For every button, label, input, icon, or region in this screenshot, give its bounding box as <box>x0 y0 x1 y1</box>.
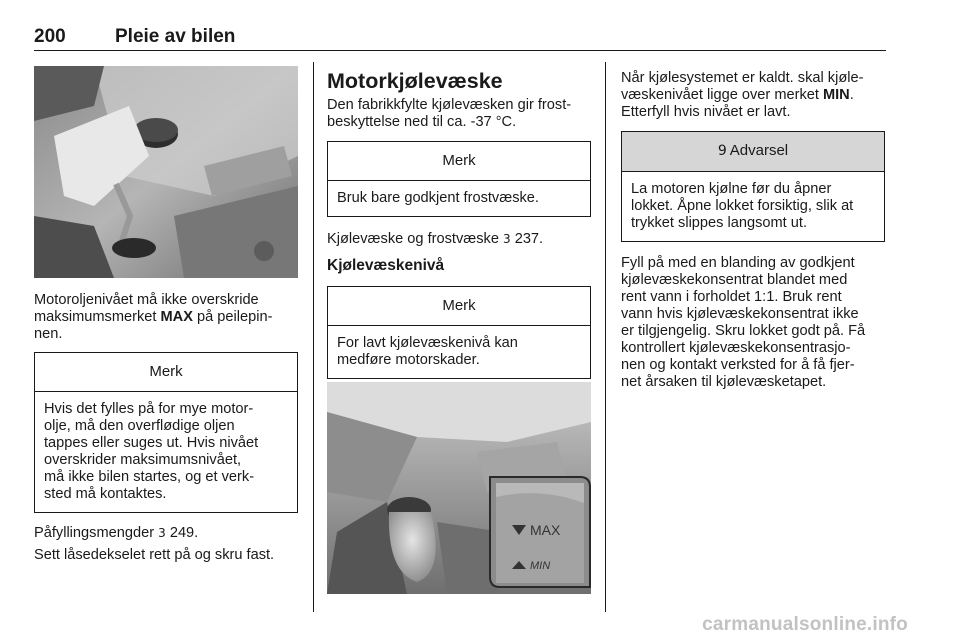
page-ref-icon: 3 <box>503 232 511 246</box>
dipstick-caption: Motoroljenivået må ikke overskride maksimumsmerket MAX på peilepin- nen. <box>34 292 273 342</box>
oil-refill-photo <box>34 66 298 278</box>
min-label: MIN <box>530 560 551 572</box>
page-ref-link[interactable]: 237. <box>514 231 544 247</box>
page-number: 200 <box>34 26 66 47</box>
page-header <box>34 26 886 51</box>
warning-triangle-icon: 9 <box>717 143 727 159</box>
watermark: carmanualsonline.info <box>702 614 908 635</box>
note-text: Hvis det fylles på for mye motor- olje, må den overflødige oljen tappes eller suges ut. Hvis nivået overskrider maksimumsnivået, må ikke bilen startes, og et verk- sted må kontaktes. <box>44 401 259 502</box>
coolant-level-intro: Når kjølesystemet er kaldt. skal kjøle- væskenivået ligge over merket MIN. Etterfyll hvis nivået er lavt. <box>621 70 864 120</box>
page-title: Pleie av bilen <box>115 26 236 47</box>
note-title: Merk <box>35 353 297 392</box>
column-1 <box>34 292 300 564</box>
max-mark: MAX <box>160 309 193 325</box>
refill-instructions: Fyll på med en blanding av godkjent kjølevæskekonsentrat blandet med rent vann i forholdet 1:1. Bruk rent vann hvis kjølevæskekonsentrat ikke er tilgjengelig. Skru lokket godt på. Få kontrollert kjølevæskekonsentrasjo- nen og kontakt verksted for å få fjer- net årsaken til kjølevæsketapet. <box>621 255 866 390</box>
section-heading: Motorkjølevæske <box>327 69 503 93</box>
page-ref-icon: 3 <box>158 526 166 540</box>
min-mark: MIN <box>822 87 850 103</box>
note-text: Bruk bare godkjent frostvæske. <box>337 190 539 206</box>
note-box-coolant-level <box>327 286 591 379</box>
coolant-intro: Den fabrikkfylte kjølevæsken gir frost- beskyttelse ned til ca. -37 °C. <box>327 97 572 130</box>
column-divider <box>605 62 606 612</box>
max-label: MAX <box>530 522 561 538</box>
coolant-reservoir-photo <box>327 382 591 594</box>
final-instruction: Sett låsedekselet rett på og skru fast. <box>34 547 275 563</box>
note-box-antifreeze <box>327 141 591 217</box>
note-text: For lavt kjølevæskenivå kan medføre motorskader. <box>337 335 518 368</box>
column-2 <box>327 69 593 379</box>
warning-header <box>622 132 884 172</box>
warning-box <box>621 131 885 242</box>
refill-quantities: Påfyllingsmengder 3 249. <box>34 525 199 541</box>
warning-title: Advarsel <box>729 142 789 159</box>
column-3 <box>621 70 889 391</box>
note-title: Merk <box>328 287 590 326</box>
page-ref-link[interactable]: 249. <box>169 525 199 541</box>
subsection-heading: Kjølevæskenivå <box>327 257 445 274</box>
column-divider <box>313 62 314 612</box>
note-title: Merk <box>328 142 590 181</box>
warning-text: La motoren kjølne før du åpner lokket. Åpne lokket forsiktig, slik at trykket slippes langsomt ut. <box>631 181 854 231</box>
note-box-overfill <box>34 352 298 513</box>
coolant-reference: Kjølevæske og frostvæske 3 237. <box>327 231 544 247</box>
